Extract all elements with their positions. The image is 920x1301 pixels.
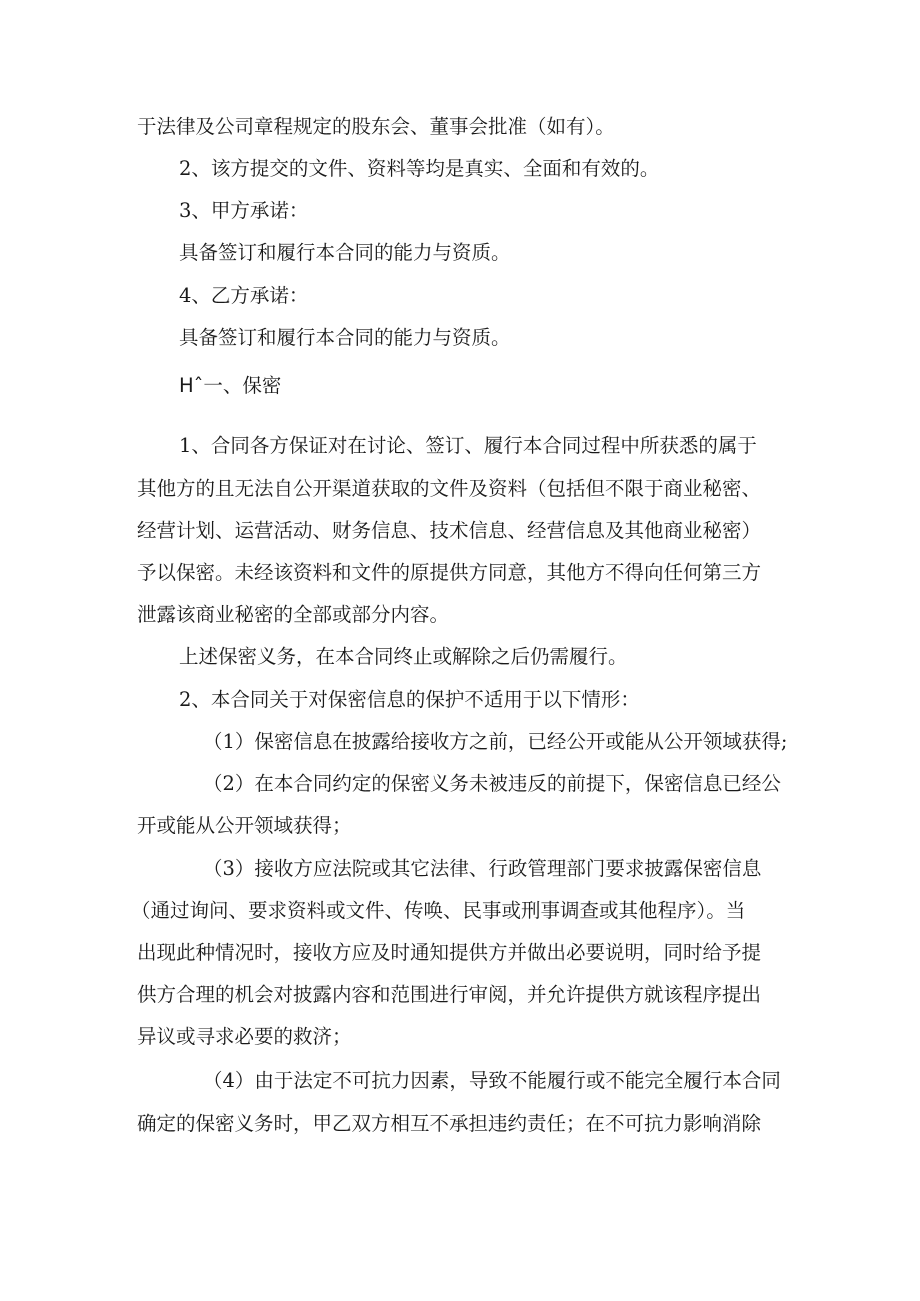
text-line: 3、甲方承诺： (179, 199, 309, 222)
text-line: 具备签订和履行本合同的能力与资质。 (179, 241, 511, 264)
text-line: 确定的保密义务时，甲乙双方相互不承担违约责任；在不可抗力影响消除 (137, 1112, 762, 1135)
text-line: 于法律及公司章程规定的股东会、董事会批准（如有）。 (137, 115, 615, 138)
text-line: 经营计划、运营活动、财务信息、技术信息、经营信息及其他商业秘密） (137, 519, 762, 542)
text-line: 泄露该商业秘密的全部或部分内容。 (137, 603, 450, 626)
section-heading: Hˆ一、保密 (179, 374, 282, 397)
text-line: （3）接收方应法院或其它法律、行政管理部门要求披露保密信息 (203, 857, 762, 880)
text-line: 供方合理的机会对披露内容和范围进行审阅，并允许提供方就该程序提出 (137, 983, 762, 1006)
text-line: （4）由于法定不可抗力因素，导致不能履行或不能完全履行本合同 (203, 1069, 781, 1092)
text-line: 予以保密。未经该资料和文件的原提供方同意，其他方不得向任何第三方 (137, 561, 762, 584)
text-line: 1、合同各方保证对在讨论、签订、履行本合同过程中所获悉的属于 (179, 434, 757, 457)
text-line: 具备签订和履行本合同的能力与资质。 (179, 326, 511, 349)
text-line: 开或能从公开领域获得； (137, 814, 352, 837)
text-line: （1）保密信息在披露给接收方之前，已经公开或能从公开领域获得; (203, 730, 788, 753)
text-line: 2、该方提交的文件、资料等均是真实、全面和有效的。 (179, 157, 660, 180)
text-line: 其他方的且无法自公开渠道获取的文件及资料（包括但不限于商业秘密、 (137, 477, 762, 500)
text-line: 2、本合同关于对保密信息的保护不适用于以下情形： (179, 688, 640, 711)
text-line: （通过询问、要求资料或文件、传唤、民事或刑事调查或其他程序）。当 (131, 899, 746, 922)
text-line: （2）在本合同约定的保密义务未被违反的前提下，保密信息已经公 (203, 772, 781, 795)
text-line: 出现此种情况时，接收方应及时通知提供方并做出必要说明，同时给予提 (137, 941, 762, 964)
text-line: 上述保密义务，在本合同终止或解除之后仍需履行。 (179, 645, 628, 668)
text-line: 异议或寻求必要的救济； (137, 1025, 352, 1048)
text-line: 4、乙方承诺： (179, 284, 309, 307)
